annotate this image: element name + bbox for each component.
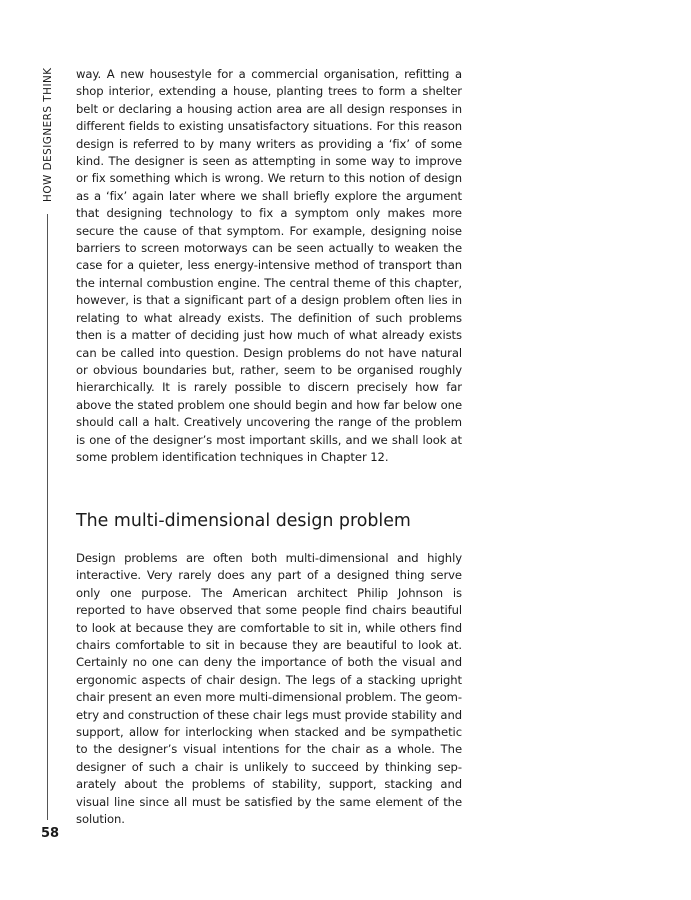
running-head-text: HOW DESIGNERS THINK [42, 67, 54, 202]
running-head [42, 66, 56, 202]
body-paragraph-2: Design problems are often both multi-dimensional and highly interactive. Very rarely does any part of a designed thing serve only one purpose. The American architect Philip Johnson is reported to have observed that some people find chairs beautiful to look at because they are comfortable to sit in, while others find chairs comfortable to sit in because they are beautiful to look at. Certainly no one can deny the importance of both the visual and ergonomic aspects of chair design. The legs of a stacking upright chair present an even more multi-dimensional problem. The geometry and construction of these chair legs must provide stability and support, allow for interlocking when stacked and be sympathetic to the designer’s visual intentions for the chair as a whole. The designer of such a chair is unlikely to succeed by thinking separately about the problems of stability, support, stacking and visual line since all must be satisfied by the same element of the solution. [76, 551, 462, 827]
side-rule [47, 214, 48, 820]
page-number: 58 [41, 826, 60, 841]
body-paragraph-1: way. A new housestyle for a commercial organisation, refitting a shop interior, extending a house, planting trees to form a shelter belt or declaring a housing action area are all design responses in different fields to existing unsatisfactory situations. For this reason design is referred to by many writers as providing a ‘fix’ of some kind. The designer is seen as attempting in some way to improve or fix something which is wrong. We return to this notion of design as a ‘fix’ again later where we shall briefly explore the argument that designing technology to fix a symptom only makes more secure the cause of that symptom. For example, designing noise barriers to screen motorways can be seen actually to weaken the case for a quieter, less energy-intensive method of transport than the internal combustion engine. The central theme of this chapter, however, is that a significant part of a design problem often lies in relating to what already exists. The definition of such problems then is a matter of deciding just how much of what already exists can be called into question. Design problems do not have natural or obvious boundaries but, rather, seem to be organised roughly hierarchically. It is rarely possible to discern precisely how far above the stated problem one should begin and how far below one should call a halt. Creatively uncovering the range of the problem is one of the designer’s most important skills, and we shall look at some problem identification techniques in Chapter 12. [76, 67, 462, 464]
section-heading: The multi-dimensional design problem [76, 511, 411, 531]
